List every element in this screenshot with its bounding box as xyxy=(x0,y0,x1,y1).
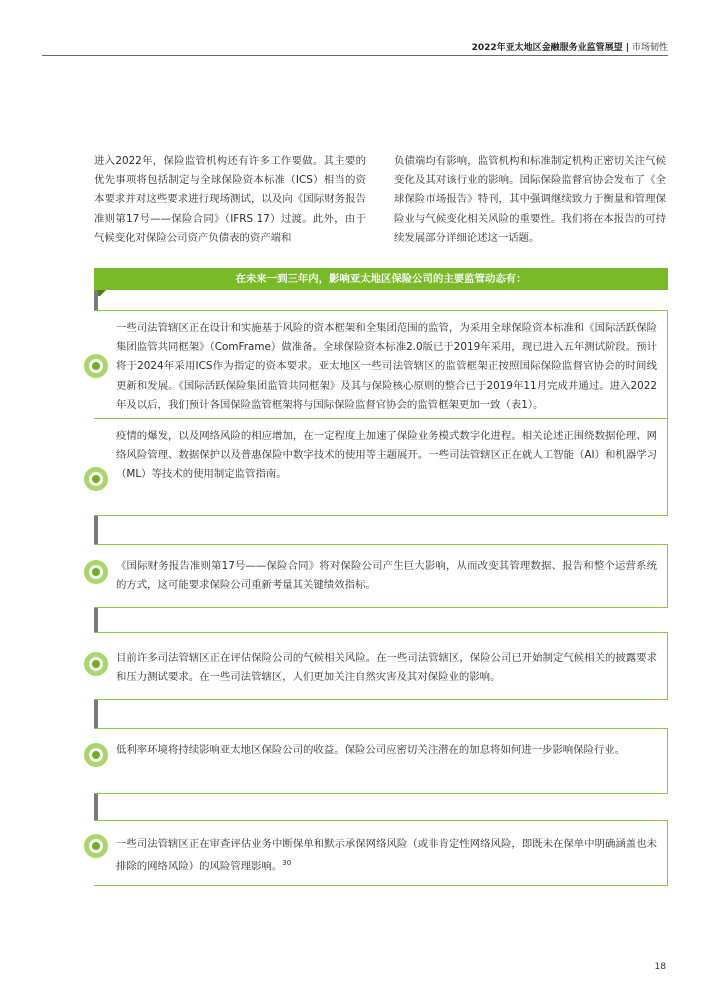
list-item-text: 目前许多司法管辖区正在评估保险公司的气候相关风险。在一些司法管辖区，保险公司已开始制定气候相关的披露要求和压力测试要求。在一些司法管辖区，人们更加关注自然灾害及其对保险业的影响。 xyxy=(116,652,657,684)
header-separator: | xyxy=(625,43,629,53)
list-item-text xyxy=(116,835,657,877)
page-number: 18 xyxy=(654,962,666,972)
section-name: 市场韧性 xyxy=(631,43,668,53)
running-header xyxy=(472,40,668,53)
timeline-bullet-icon xyxy=(84,652,108,676)
list-item-text: 低利率环境将持续影响亚太地区保险公司的收益。保险公司应密切关注潜在的加息将如何进一步影响保险行业。 xyxy=(116,744,626,756)
intro-column-left: 进入2022年，保险监管机构还有许多工作要做。其主要的优先事项将包括制定与全球保险资本标准（ICS）相当的资本要求并对这些要求进行现场测试，以及向《国际财务报告准则第17号——保险合同》（IFRS 17）过渡。此外，由于气候变化对保险公司资产负债表的资产端和 xyxy=(94,155,366,244)
section-banner: 在未来一到三年内，影响亚太地区保险公司的主要监管动态有： xyxy=(94,268,668,290)
timeline-bullet-icon xyxy=(84,834,108,858)
list-item-text: 《国际财务报告准则第17号——保险合同》将对保险公司产生巨大影响，从而改变其管理数据、报告和整个运营系统的方式，这可能要求保险公司重新考量其关键绩效指标。 xyxy=(116,560,657,592)
header-rule xyxy=(42,55,668,56)
list-item-text: 疫情的爆发，以及网络风险的相应增加，在一定程度上加速了保险业务模式数字化进程。相关论述正围绕数据伦理、网络风险管理、数据保护以及普惠保险中数字技术的使用等主题展开。一些司法管辖区正在就人工智能（AI）和机器学习（ML）等技术的使用制定监管指南。 xyxy=(116,430,657,481)
timeline-bullet-icon xyxy=(84,560,108,584)
intro-columns xyxy=(94,152,666,248)
timeline-bullet-icon xyxy=(84,354,108,378)
report-title: 2022年亚太地区金融服务业监管展望 xyxy=(471,43,623,53)
list-item-text: 一些司法管辖区正在设计和实施基于风险的资本框架和全集团范围的监管，为采用全球保险资本标准和《国际活跃保险集团监管共同框架》（ComFrame）做准备。全球保险资本标准2.0版已于2019年采用，现已进入五年测试阶段。预计将于2024年采用ICS作为指定的资本要求。亚太地区一些司法管辖区的监管框架正按照国际保险监督官协会的时间线更新和发展。《国际活跃保险集团监管共同框架》及其与保险核心原则的整合已于2019年11月完成并通过。进入2022年及以后，我们预计各国保险监管框架将与国际保险监督官协会的监管框架更加一致（表1）。 xyxy=(116,322,657,411)
list-item-body: 一些司法管辖区正在审查评估业务中断保单和默示承保网络风险（或非肯定性网络风险，即既未在保单中明确涵盖也未排除的网络风险）的风险管理影响。 xyxy=(116,838,657,873)
list-item xyxy=(94,728,668,794)
list-item xyxy=(94,418,668,516)
intro-column-right: 负债端均有影响，监管机构和标准制定机构正密切关注气候变化及其对该行业的影响。国际保险监督官协会发布了《全球保险市场报告》特刊，其中强调继续致力于衡量和管理保险业与气候变化相关风险的重要性。我们将在本报告的可持续发展部分详细论述这一话题。 xyxy=(394,155,666,244)
list-item xyxy=(94,820,668,886)
footnote-marker: 30 xyxy=(282,859,292,868)
timeline-bullet-icon xyxy=(84,467,108,491)
list-item xyxy=(94,310,668,428)
timeline-bullet-icon xyxy=(84,743,108,767)
list-item xyxy=(94,544,668,608)
list-item xyxy=(94,632,668,700)
